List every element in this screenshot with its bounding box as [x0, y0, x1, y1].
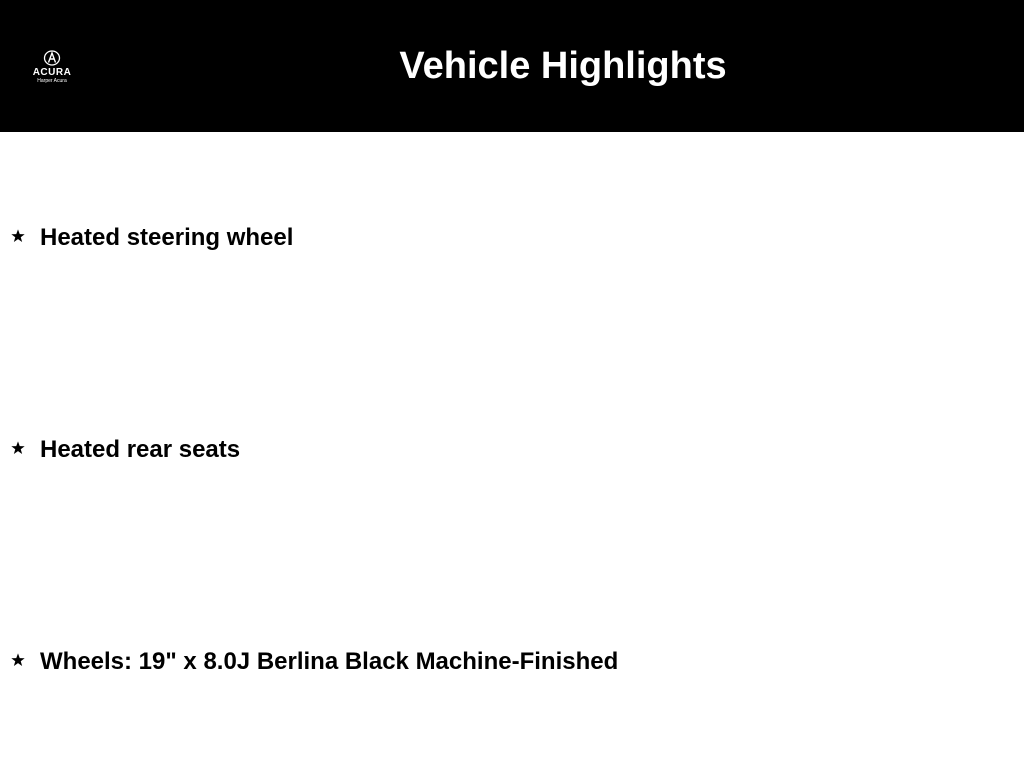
highlight-item — [10, 647, 1000, 677]
page-title: Vehicle Highlights — [399, 45, 727, 87]
highlight-text: Heated rear seats — [40, 436, 241, 463]
highlight-item — [10, 223, 1000, 253]
highlight-text: Heated steering wheel — [40, 224, 294, 251]
star-icon — [10, 652, 26, 668]
highlight-text: Wheels: 19" x 8.0J Berlina Black Machine-Finished — [40, 648, 619, 675]
star-icon — [10, 228, 26, 244]
header-bar — [0, 0, 1024, 132]
highlight-item — [10, 435, 1000, 465]
star-icon — [10, 440, 26, 456]
logo-dealer-text: Harper Acura — [37, 78, 67, 84]
logo-brand-text: ACURA — [32, 67, 72, 78]
